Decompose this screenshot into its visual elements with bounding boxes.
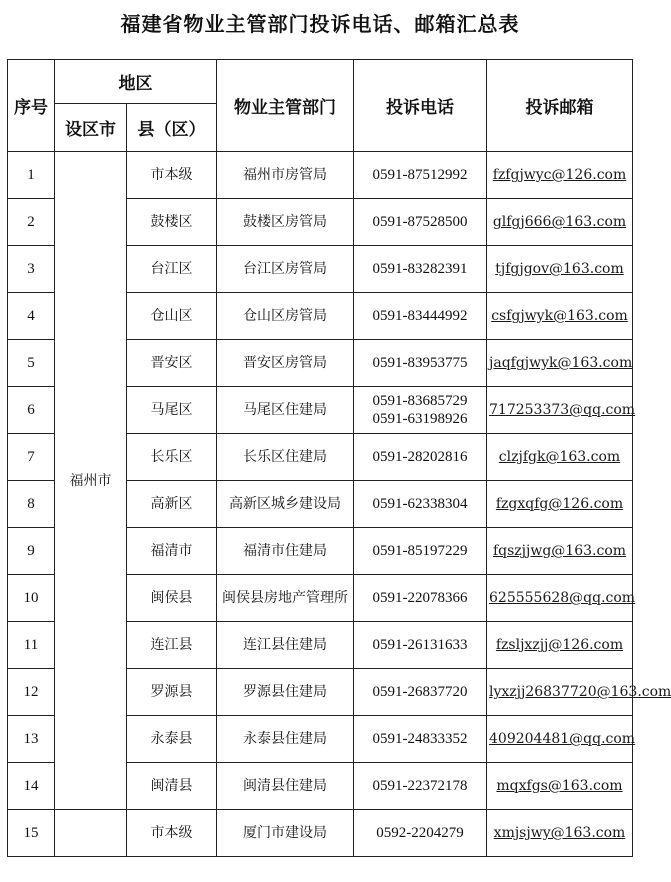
phone-number: 0591-22078366 (372, 590, 468, 606)
phone-cell (354, 481, 487, 528)
dept-cell: 马尾区住建局 (217, 387, 354, 434)
county-cell: 永泰县 (127, 716, 217, 763)
row-index: 5 (8, 340, 55, 387)
page-title: 福建省物业主管部门投诉电话、邮箱汇总表 (120, 12, 520, 36)
phone-cell (354, 434, 487, 481)
county-cell: 罗源县 (127, 669, 217, 716)
phone-number: 0591-62338304 (372, 496, 468, 512)
phone-number: 0591-24833352 (372, 731, 468, 747)
row-index: 4 (8, 293, 55, 340)
table-row (8, 810, 633, 857)
phone-cell (354, 575, 487, 622)
phone-number: 0591-83444992 (372, 308, 468, 324)
header-region: 地区 (55, 60, 217, 104)
phone-cell (354, 810, 487, 857)
dept-cell: 连江县住建局 (217, 622, 354, 669)
header-city: 设区市 (55, 104, 127, 152)
header-county: 县（区） (127, 104, 217, 152)
county-cell: 闽清县 (127, 763, 217, 810)
dept-cell: 鼓楼区房管局 (217, 199, 354, 246)
header-dept: 物业主管部门 (217, 60, 354, 152)
county-cell: 连江县 (127, 622, 217, 669)
email-cell (487, 481, 633, 528)
phone-cell (354, 763, 487, 810)
email-link[interactable]: 625555628@qq.com (489, 590, 636, 606)
dept-cell: 长乐区住建局 (217, 434, 354, 481)
row-index: 1 (8, 152, 55, 199)
county-cell: 高新区 (127, 481, 217, 528)
dept-cell: 福清市住建局 (217, 528, 354, 575)
email-link[interactable]: 409204481@qq.com (489, 731, 636, 747)
row-index: 13 (8, 716, 55, 763)
email-cell (487, 763, 633, 810)
row-index: 8 (8, 481, 55, 528)
phone-cell (354, 528, 487, 575)
county-cell: 福清市 (127, 528, 217, 575)
phone-cell (354, 293, 487, 340)
row-index: 14 (8, 763, 55, 810)
email-link[interactable]: clzjfgk@163.com (498, 449, 621, 465)
county-cell: 市本级 (127, 152, 217, 199)
row-index: 15 (8, 810, 55, 857)
phone-cell (354, 716, 487, 763)
header-email: 投诉邮箱 (487, 60, 633, 152)
city-cell-empty (55, 810, 127, 857)
row-index: 3 (8, 246, 55, 293)
email-cell (487, 716, 636, 763)
email-link[interactable]: fzsljxzjj@126.com (495, 637, 624, 653)
email-link[interactable]: fzfgjwyc@126.com (492, 167, 627, 183)
table-row (8, 152, 633, 199)
phone-number: 0591-26837720 (372, 684, 468, 700)
dept-cell: 罗源县住建局 (217, 669, 354, 716)
email-cell (487, 246, 633, 293)
phone-number: 0591-87512992 (372, 167, 468, 183)
email-link[interactable]: fzgxqfg@126.com (495, 496, 624, 512)
phone-cell (354, 199, 487, 246)
row-index: 12 (8, 669, 55, 716)
row-index: 6 (8, 387, 55, 434)
phone-number: 0591-83282391 (372, 261, 468, 277)
county-cell: 闽侯县 (127, 575, 217, 622)
email-link[interactable]: lyxzjj26837720@163.com (489, 684, 671, 700)
phone-number: 0591-63198926 (372, 411, 468, 427)
county-cell: 市本级 (127, 810, 217, 857)
city-cell: 福州市 (55, 152, 127, 810)
email-cell (487, 387, 636, 434)
phone-cell (354, 387, 487, 434)
email-link[interactable]: csfgjwyk@163.com (491, 308, 628, 324)
phone-number: 0591-28202816 (372, 449, 468, 465)
email-cell (487, 622, 633, 669)
county-cell: 鼓楼区 (127, 199, 217, 246)
phone-number: 0591-83685729 (372, 393, 468, 409)
row-index: 7 (8, 434, 55, 481)
dept-cell: 福州市房管局 (217, 152, 354, 199)
email-link[interactable]: fqszjjwg@163.com (492, 543, 627, 559)
email-link[interactable]: xmjsjwy@163.com (493, 825, 626, 841)
email-cell (487, 152, 633, 199)
phone-number: 0591-83953775 (372, 355, 468, 371)
row-index: 11 (8, 622, 55, 669)
dept-cell: 高新区城乡建设局 (217, 481, 354, 528)
dept-cell: 永泰县住建局 (217, 716, 354, 763)
phone-number: 0592-2204279 (376, 825, 464, 841)
email-cell (487, 669, 671, 716)
row-index: 9 (8, 528, 55, 575)
phone-cell (354, 152, 487, 199)
phone-cell (354, 340, 487, 387)
email-cell (487, 340, 633, 387)
phone-number: 0591-22372178 (372, 778, 468, 794)
header-phone: 投诉电话 (354, 60, 487, 152)
row-index: 2 (8, 199, 55, 246)
complaint-contact-table (7, 59, 671, 857)
phone-number: 0591-87528500 (372, 214, 468, 230)
email-cell (487, 575, 636, 622)
dept-cell: 厦门市建设局 (217, 810, 354, 857)
phone-cell (354, 622, 487, 669)
county-cell: 晋安区 (127, 340, 217, 387)
header-index: 序号 (8, 60, 55, 152)
phone-number: 0591-85197229 (372, 543, 468, 559)
dept-cell: 闽侯县房地产管理所 (217, 575, 354, 622)
phone-cell (354, 246, 487, 293)
dept-cell: 台江区房管局 (217, 246, 354, 293)
email-cell (487, 528, 633, 575)
email-link[interactable]: 717253373@qq.com (489, 402, 636, 418)
dept-cell: 仓山区房管局 (217, 293, 354, 340)
county-cell: 长乐区 (127, 434, 217, 481)
email-cell (487, 199, 633, 246)
email-link[interactable]: mqxfgs@163.com (496, 778, 623, 794)
email-cell (487, 434, 633, 481)
email-link[interactable]: glfgj666@163.com (492, 214, 627, 230)
email-cell (487, 293, 633, 340)
email-link[interactable]: tjfgjgov@163.com (495, 261, 624, 277)
county-cell: 马尾区 (127, 387, 217, 434)
email-cell (487, 810, 633, 857)
phone-number: 0591-26131633 (372, 637, 468, 653)
dept-cell: 晋安区房管局 (217, 340, 354, 387)
row-index: 10 (8, 575, 55, 622)
phone-cell (354, 669, 487, 716)
county-cell: 台江区 (127, 246, 217, 293)
dept-cell: 闽清县住建局 (217, 763, 354, 810)
email-link[interactable]: jaqfgjwyk@163.com (489, 355, 633, 371)
county-cell: 仓山区 (127, 293, 217, 340)
